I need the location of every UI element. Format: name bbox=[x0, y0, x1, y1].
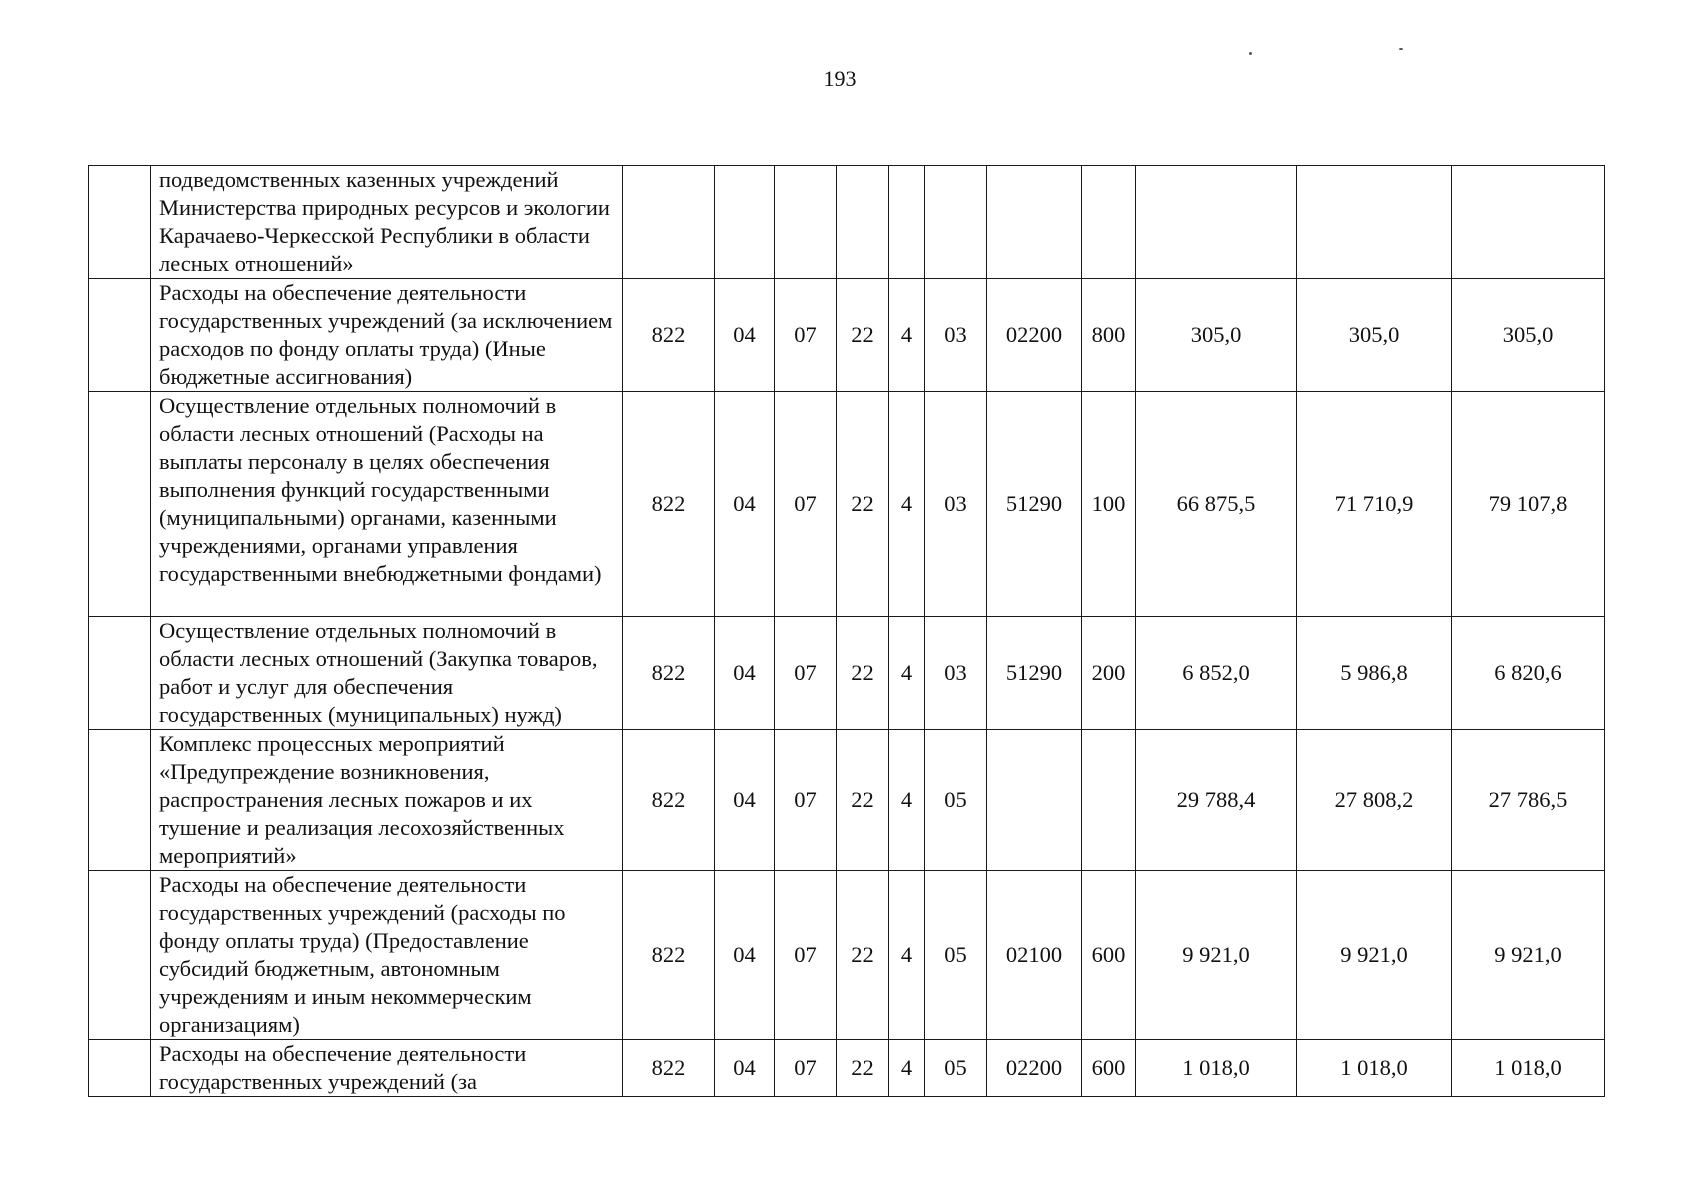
cell-subprogram-type: 4 bbox=[889, 279, 925, 392]
cell-section: 04 bbox=[715, 730, 775, 871]
cell-amount-2024: 6 852,0 bbox=[1136, 617, 1297, 730]
cell-section: 04 bbox=[715, 279, 775, 392]
cell-amount-2025: 27 808,2 bbox=[1297, 730, 1452, 871]
cell-amount-2025: 71 710,9 bbox=[1297, 392, 1452, 617]
cell-grbs: 822 bbox=[623, 279, 715, 392]
cell-subprogram-type: 4 bbox=[889, 392, 925, 617]
cell-index bbox=[89, 730, 151, 871]
cell-structural-element: 05 bbox=[925, 730, 987, 871]
cell-amount-2026: 1 018,0 bbox=[1452, 1040, 1605, 1097]
cell-expense-type: 100 bbox=[1082, 392, 1136, 617]
cell-grbs: 822 bbox=[623, 730, 715, 871]
cell-direction-code: 02100 bbox=[987, 871, 1082, 1040]
cell-structural-element bbox=[925, 166, 987, 279]
cell-index bbox=[89, 279, 151, 392]
cell-expense-name: подведомственных казенных учреждений Министерства природных ресурсов и экологии Карачаево-Черкесской Республики в области лесных отношений» bbox=[151, 166, 623, 279]
cell-amount-2024: 9 921,0 bbox=[1136, 871, 1297, 1040]
cell-amount-2026: 305,0 bbox=[1452, 279, 1605, 392]
cell-section bbox=[715, 166, 775, 279]
cell-section: 04 bbox=[715, 392, 775, 617]
cell-section: 04 bbox=[715, 871, 775, 1040]
cell-subsection: 07 bbox=[775, 617, 837, 730]
table-row bbox=[89, 871, 1605, 1040]
cell-direction-code: 02200 bbox=[987, 1040, 1082, 1097]
cell-subprogram-type: 4 bbox=[889, 871, 925, 1040]
cell-direction-code bbox=[987, 166, 1082, 279]
cell-structural-element: 05 bbox=[925, 1040, 987, 1097]
cell-index bbox=[89, 871, 151, 1040]
table-row bbox=[89, 392, 1605, 617]
cell-amount-2026: 9 921,0 bbox=[1452, 871, 1605, 1040]
cell-subsection: 07 bbox=[775, 730, 837, 871]
cell-subsection: 07 bbox=[775, 392, 837, 617]
cell-subprogram-type: 4 bbox=[889, 730, 925, 871]
cell-grbs: 822 bbox=[623, 392, 715, 617]
cell-index bbox=[89, 617, 151, 730]
cell-program: 22 bbox=[837, 1040, 889, 1097]
cell-amount-2026: 79 107,8 bbox=[1452, 392, 1605, 617]
cell-amount-2025: 305,0 bbox=[1297, 279, 1452, 392]
cell-structural-element: 03 bbox=[925, 617, 987, 730]
table-row bbox=[89, 617, 1605, 730]
cell-amount-2026 bbox=[1452, 166, 1605, 279]
budget-table bbox=[88, 165, 1605, 1097]
cell-expense-name: Комплекс процессных мероприятий «Предупреждение возникновения, распространения лесных пожаров и их тушение и реализация лесохозяйственных мероприятий» bbox=[151, 730, 623, 871]
cell-index bbox=[89, 392, 151, 617]
cell-subsection bbox=[775, 166, 837, 279]
cell-grbs: 822 bbox=[623, 871, 715, 1040]
cell-direction-code bbox=[987, 730, 1082, 871]
cell-expense-name: Расходы на обеспечение деятельности государственных учреждений (за bbox=[151, 1040, 623, 1097]
cell-grbs bbox=[623, 166, 715, 279]
cell-index bbox=[89, 166, 151, 279]
table-row bbox=[89, 166, 1605, 279]
cell-section: 04 bbox=[715, 1040, 775, 1097]
cell-expense-name: Расходы на обеспечение деятельности государственных учреждений (расходы по фонду оплаты труда) (Предоставление субсидий бюджетным, автономным учреждениям и иным некоммерческим организациям) bbox=[151, 871, 623, 1040]
cell-expense-name: Осуществление отдельных полномочий в области лесных отношений (Закупка товаров, работ и услуг для обеспечения государственных (муниципальных) нужд) bbox=[151, 617, 623, 730]
table-row bbox=[89, 279, 1605, 392]
cell-amount-2025: 9 921,0 bbox=[1297, 871, 1452, 1040]
cell-amount-2026: 27 786,5 bbox=[1452, 730, 1605, 871]
cell-program: 22 bbox=[837, 730, 889, 871]
cell-expense-type bbox=[1082, 730, 1136, 871]
cell-direction-code: 02200 bbox=[987, 279, 1082, 392]
cell-amount-2025: 5 986,8 bbox=[1297, 617, 1452, 730]
cell-expense-name: Расходы на обеспечение деятельности государственных учреждений (за исключением расходов по фонду оплаты труда) (Иные бюджетные ассигнования) bbox=[151, 279, 623, 392]
cell-subsection: 07 bbox=[775, 871, 837, 1040]
cell-grbs: 822 bbox=[623, 1040, 715, 1097]
cell-amount-2024: 305,0 bbox=[1136, 279, 1297, 392]
cell-amount-2025 bbox=[1297, 166, 1452, 279]
cell-structural-element: 05 bbox=[925, 871, 987, 1040]
cell-program: 22 bbox=[837, 871, 889, 1040]
cell-expense-type: 800 bbox=[1082, 279, 1136, 392]
cell-direction-code: 51290 bbox=[987, 617, 1082, 730]
cell-amount-2024: 66 875,5 bbox=[1136, 392, 1297, 617]
cell-direction-code: 51290 bbox=[987, 392, 1082, 617]
cell-subsection: 07 bbox=[775, 1040, 837, 1097]
cell-grbs: 822 bbox=[623, 617, 715, 730]
cell-subprogram-type: 4 bbox=[889, 617, 925, 730]
cell-index bbox=[89, 1040, 151, 1097]
cell-subsection: 07 bbox=[775, 279, 837, 392]
page-number: 193 bbox=[823, 66, 857, 91]
cell-expense-type: 600 bbox=[1082, 871, 1136, 1040]
cell-amount-2025: 1 018,0 bbox=[1297, 1040, 1452, 1097]
cell-amount-2024 bbox=[1136, 166, 1297, 279]
table-row bbox=[89, 1040, 1605, 1097]
cell-subprogram-type bbox=[889, 166, 925, 279]
cell-structural-element: 03 bbox=[925, 279, 987, 392]
cell-amount-2024: 29 788,4 bbox=[1136, 730, 1297, 871]
cell-program: 22 bbox=[837, 617, 889, 730]
cell-program: 22 bbox=[837, 392, 889, 617]
cell-structural-element: 03 bbox=[925, 392, 987, 617]
cell-program: 22 bbox=[837, 279, 889, 392]
cell-expense-type: 200 bbox=[1082, 617, 1136, 730]
cell-amount-2024: 1 018,0 bbox=[1136, 1040, 1297, 1097]
cell-program bbox=[837, 166, 889, 279]
cell-subprogram-type: 4 bbox=[889, 1040, 925, 1097]
cell-expense-type: 600 bbox=[1082, 1040, 1136, 1097]
cell-amount-2026: 6 820,6 bbox=[1452, 617, 1605, 730]
cell-section: 04 bbox=[715, 617, 775, 730]
cell-expense-type bbox=[1082, 166, 1136, 279]
cell-expense-name: Осуществление отдельных полномочий в области лесных отношений (Расходы на выплаты персоналу в целях обеспечения выполнения функций государственными (муниципальными) органами, казенными учреждениями, органами управления государственными внебюджетными фондами) bbox=[151, 392, 623, 617]
table-row bbox=[89, 730, 1605, 871]
